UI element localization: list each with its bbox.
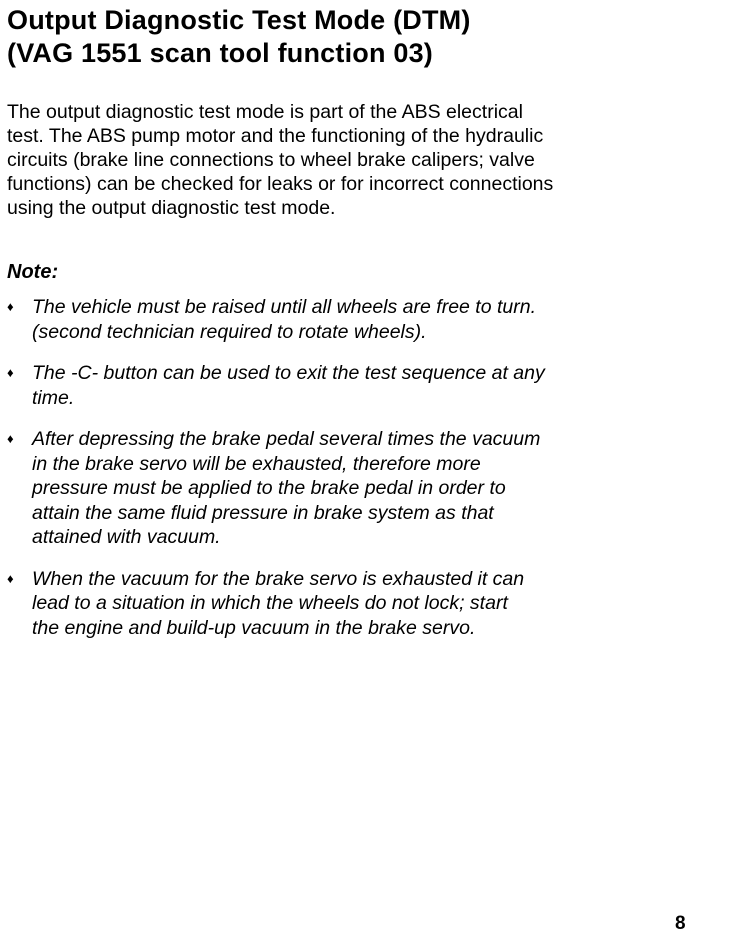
note-item [7,295,742,344]
diamond-bullet-icon: ♦ [7,570,14,586]
diamond-bullet-icon: ♦ [7,365,14,380]
note-heading: Note: [7,261,59,283]
note-line: After depressing the brake pedal several times the vacuum [32,428,541,450]
note-line: attain the same fluid pressure in brake system as that [32,501,494,524]
page-title [7,4,742,70]
diamond-bullet-icon: ♦ [7,299,14,314]
note-line: time. [32,386,75,409]
note-item [7,567,742,641]
note-line: lead to a situation in which the wheels do not lock; start [32,592,508,614]
title-line-2: (VAG 1551 scan tool function 03) [7,38,433,68]
note-line: The -C- button can be used to exit the test sequence at any [32,362,545,384]
intro-line: functions) can be checked for leaks or for incorrect connections [7,173,554,195]
note-item [7,361,742,410]
note-line: pressure must be applied to the brake pedal in order to [32,477,506,499]
note-line: the engine and build-up vacuum in the brake servo. [32,616,476,639]
note-list [7,295,742,657]
title-line-1: Output Diagnostic Test Mode (DTM) [7,5,471,35]
note-item [7,427,742,550]
note-line: (second technician required to rotate wheels). [32,320,427,343]
intro-paragraph [7,100,742,220]
note-line: When the vacuum for the brake servo is exhausted it can [32,567,525,590]
diamond-bullet-icon: ♦ [7,431,14,446]
intro-line: using the output diagnostic test mode. [7,197,336,219]
intro-line: test. The ABS pump motor and the functioning of the hydraulic [7,125,544,147]
intro-line: The output diagnostic test mode is part of the ABS electrical [7,101,523,123]
intro-line: circuits (brake line connections to wheel brake calipers; valve [7,149,535,171]
note-line: attained with vacuum. [32,526,221,548]
note-line: The vehicle must be raised until all wheels are free to turn. [32,296,537,318]
note-line: in the brake servo will be exhausted, therefore more [32,452,481,475]
page-number: 8 [675,913,686,934]
